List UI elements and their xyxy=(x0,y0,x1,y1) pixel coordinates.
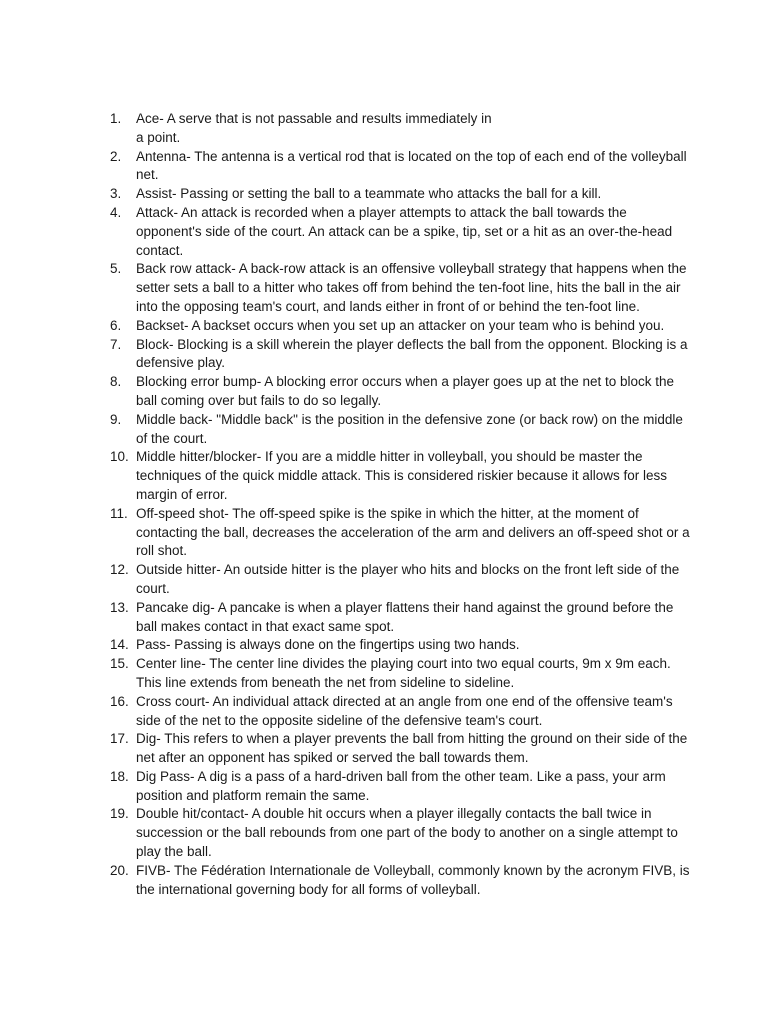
glossary-item-backset xyxy=(110,317,690,336)
item-definition: Middle hitter/blocker- If you are a middle hitter in volleyball, you should be master the techniques of the quick middle attack. This is considered riskier because it allows for less margin of error. xyxy=(136,449,668,502)
item-definition: Outside hitter- An outside hitter is the player who hits and blocks on the front left side of the court. xyxy=(136,562,680,596)
item-number: 15. xyxy=(110,656,129,672)
item-definition: Double hit/contact- A double hit occurs when a player illegally contacts the ball twice in succession or the ball rebounds from one part of the body to another on a single attempt to play the ball. xyxy=(136,806,678,860)
glossary-item-double-hit xyxy=(110,805,690,861)
glossary-item-outside-hitter xyxy=(110,561,690,599)
glossary-item-middle-hitter xyxy=(110,448,690,504)
item-number: 20. xyxy=(110,862,129,878)
glossary-item-pancake-dig xyxy=(110,599,690,637)
item-definition: Attack- An attack is recorded when a player attempts to attack the ball towards the opponent's side of the court. An attack can be a spike, tip, set or a hit as an over-the-head contact. xyxy=(136,204,673,258)
volleyball-glossary-list xyxy=(110,110,690,899)
item-number: 14. xyxy=(110,637,129,653)
item-number: 12. xyxy=(110,562,129,578)
item-definition: Center line- The center line divides the playing court into two equal courts, 9m x 9m each. This line extends from beneath the net from sideline to sideline. xyxy=(136,656,671,690)
item-number: 19. xyxy=(110,806,129,822)
item-number: 2. xyxy=(110,148,122,164)
glossary-item-attack xyxy=(110,204,690,260)
item-definition: Assist- Passing or setting the ball to a teammate who attacks the ball for a kill. xyxy=(136,186,602,202)
item-definition: Cross court- An individual attack directed at an angle from one end of the offensive team's side of the net to the opposite sideline of the defensive team's court. xyxy=(136,693,673,728)
item-definition: Dig- This refers to when a player prevents the ball from hitting the ground on their side of the net after an opponent has spiked or served the ball towards them. xyxy=(136,731,688,766)
glossary-item-cross-court xyxy=(110,693,690,731)
item-definition: Off-speed shot- The off-speed spike is the spike in which the hitter, at the moment of contacting the ball, decreases the acceleration of the arm and delivers an off-speed shot or a roll shot. xyxy=(136,505,690,559)
item-number: 13. xyxy=(110,599,129,615)
item-number: 6. xyxy=(110,317,122,333)
item-number: 17. xyxy=(110,731,129,747)
item-number: 8. xyxy=(110,374,122,390)
item-definition: Ace- A serve that is not passable and results immediately in a point. xyxy=(136,111,492,145)
item-number: 9. xyxy=(110,411,122,427)
glossary-item-dig-pass xyxy=(110,768,690,806)
item-number: 4. xyxy=(110,204,122,220)
glossary-item-block xyxy=(110,336,690,374)
glossary-item-back-row-attack xyxy=(110,260,690,316)
glossary-item-pass xyxy=(110,636,690,655)
item-number: 7. xyxy=(110,336,122,352)
glossary-item-center-line xyxy=(110,655,690,693)
glossary-item-assist xyxy=(110,185,690,204)
item-number: 3. xyxy=(110,186,122,202)
item-definition: Back row attack- A back-row attack is an offensive volleyball strategy that happens when the setter sets a ball to a hitter who takes off from behind the ten-foot line, hits the ball in the air into the opposing team's court, and lands either in front of or behind the ten-foot line. xyxy=(136,261,687,314)
item-definition: Blocking error bump- A blocking error occurs when a player goes up at the net to block the ball coming over but fails to do so legally. xyxy=(136,374,675,408)
glossary-item-off-speed-shot xyxy=(110,505,690,561)
glossary-item-fivb xyxy=(110,862,690,900)
glossary-item-antenna xyxy=(110,148,690,186)
item-definition: Block- Blocking is a skill wherein the player deflects the ball from the opponent. Blocking is a defensive play. xyxy=(136,336,688,371)
glossary-item-ace xyxy=(110,110,690,148)
glossary-item-dig xyxy=(110,730,690,768)
item-definition: Backset- A backset occurs when you set up an attacker on your team who is behind you. xyxy=(136,317,665,333)
item-definition: Pancake dig- A pancake is when a player flattens their hand against the ground before the ball makes contact in that exact same spot. xyxy=(136,599,674,634)
item-definition: Dig Pass- A dig is a pass of a hard-driven ball from the other team. Like a pass, your arm position and platform remain the same. xyxy=(136,768,666,803)
item-number: 1. xyxy=(110,111,122,126)
item-number: 5. xyxy=(110,261,122,277)
item-definition: Middle back- "Middle back" is the position in the defensive zone (or back row) on the middle of the court. xyxy=(136,411,683,446)
item-number: 11. xyxy=(110,505,128,521)
item-number: 10. xyxy=(110,449,129,465)
item-definition: Antenna- The antenna is a vertical rod that is located on the top of each end of the volleyball net. xyxy=(136,148,687,183)
item-number: 16. xyxy=(110,693,129,709)
item-definition: Pass- Passing is always done on the fingertips using two hands. xyxy=(136,637,520,653)
glossary-item-blocking-error-bump xyxy=(110,373,690,411)
glossary-item-middle-back xyxy=(110,411,690,449)
item-number: 18. xyxy=(110,768,129,784)
item-definition: FIVB- The Fédération Internationale de Volleyball, commonly known by the acronym FIVB, is the international governing body for all forms of volleyball. xyxy=(136,862,690,897)
